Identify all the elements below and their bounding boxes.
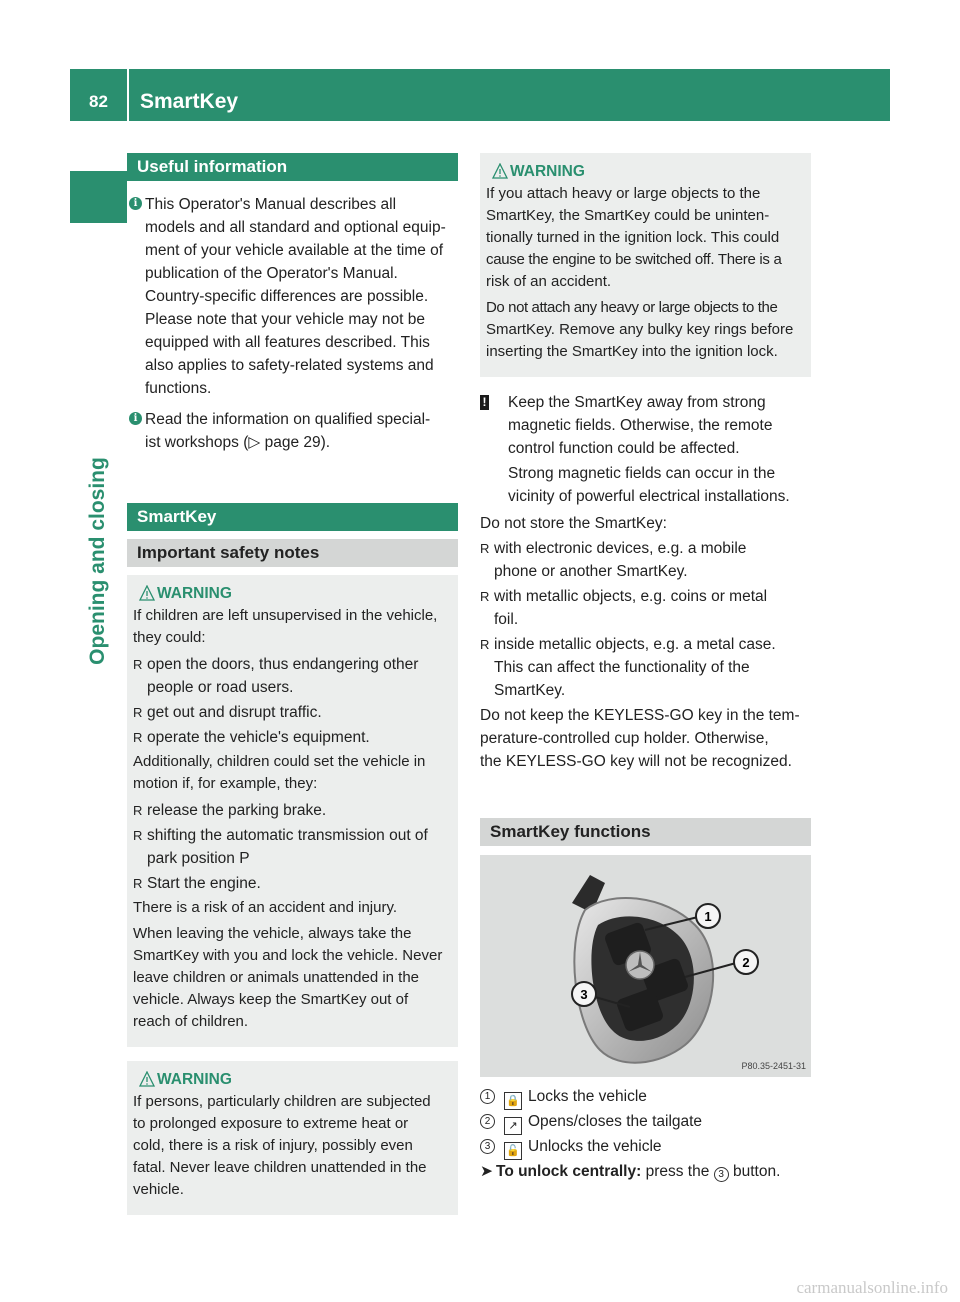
site-watermark: carmanualsonline.info — [796, 1278, 948, 1297]
info-icon: i — [129, 412, 142, 425]
smartkey-illustration — [480, 855, 811, 1077]
text-line: Please note that your vehicle may not be — [145, 311, 426, 328]
warning-text — [133, 605, 452, 649]
text-line: also applies to safety-related systems and — [145, 357, 434, 374]
bullet-icon: R — [133, 730, 143, 745]
photo-code: P80.35-2451-31 — [741, 1061, 806, 1071]
info-text — [145, 408, 458, 454]
bullet-icon: R — [133, 828, 143, 843]
text-line: This Operator's Manual describes all — [145, 196, 397, 213]
bullet-icon: R — [133, 876, 143, 891]
text-line: If children are left unsupervised in the vehicle, — [133, 607, 438, 624]
lock-icon: 🔒 — [504, 1092, 522, 1110]
step-arrow-icon: ➤ — [480, 1163, 493, 1180]
bullet-icon: R — [480, 589, 490, 604]
tailgate-icon: ↗ — [504, 1117, 522, 1135]
list-item: R shifting the automatic transmission out of park position P — [133, 824, 452, 870]
bullet-icon: R — [133, 705, 143, 720]
callout-1: 1 — [704, 909, 712, 924]
warning-text: If you attach heavy or large objects to the SmartKey, the SmartKey could be uninten- tionally turned in the ignition lock. This could cause the engine to be switched off. There is a risk of an accident. — [486, 185, 782, 290]
number-badge: 3 — [480, 1139, 495, 1154]
chapter-title: Opening and closing — [86, 457, 109, 665]
safety-notes-heading: Important safety notes — [127, 539, 458, 567]
warning-text: If persons, particularly children are subjected to prolonged exposure to extreme heat or cold, there is a risk of injury, possibly even fatal. Never leave children unattended in the vehicle. — [133, 1093, 431, 1198]
warning-box-key-objects — [480, 153, 811, 377]
list-item: R Start the engine. — [133, 872, 452, 895]
info-icon: i — [129, 197, 142, 210]
function-label: Unlocks the vehicle — [528, 1138, 662, 1155]
warning-text: There is a risk of an accident and injury. — [133, 899, 398, 916]
list-item: R open the doors, thus endangering other people or road users. — [133, 653, 452, 699]
function-item-unlock — [480, 1135, 811, 1160]
warning-text: Additionally, children could set the vehicle in motion if, for example, they: — [133, 753, 426, 792]
page-reference-link[interactable]: ist workshops (▷ page 29). — [145, 434, 331, 451]
bullet-icon: R — [133, 803, 143, 818]
list-item: R inside metallic objects, e.g. a metal case. This can affect the functionality of the SmartKey. — [480, 633, 811, 702]
step-text: press the — [645, 1163, 710, 1180]
number-badge: 1 — [480, 1089, 495, 1104]
warning-triangle-icon — [139, 1071, 155, 1087]
warning-title: WARNING — [157, 1071, 232, 1088]
smartkey-heading: SmartKey — [127, 503, 458, 531]
notice-magnetic — [480, 391, 811, 508]
bullet-icon: R — [480, 637, 490, 652]
warning-text: Do not attach any heavy or large objects to the SmartKey. Remove any bulky key rings before inserting the SmartKey into the ignition lock. — [486, 299, 794, 360]
text-line: Country-specific differences are possible. — [145, 288, 429, 305]
function-legend — [480, 1085, 811, 1183]
text-line: publication of the Operator's Manual. — [145, 265, 398, 282]
store-intro: Do not store the SmartKey: — [480, 515, 667, 532]
header-bar — [70, 69, 890, 121]
page-title: SmartKey — [140, 90, 239, 113]
info-note — [127, 193, 458, 400]
text-line: ment of your vehicle available at the time of — [145, 242, 444, 259]
step-label: To unlock centrally: — [496, 1163, 642, 1180]
warning-text: When leaving the vehicle, always take the SmartKey with you and lock the vehicle. Never leave children or animals unattended in the vehicle. Always keep the SmartKey out of reach of children. — [133, 925, 443, 1030]
unlock-icon: 🔓 — [504, 1142, 522, 1160]
notice-exclamation-icon: ! — [480, 395, 489, 410]
number-badge: 3 — [714, 1167, 729, 1182]
chapter-marker — [70, 171, 127, 223]
warning-triangle-icon — [492, 163, 508, 179]
warning-heading — [133, 1069, 452, 1091]
warning-heading — [133, 583, 452, 605]
number-badge: 2 — [480, 1114, 495, 1129]
keyless-note: Do not keep the KEYLESS-GO key in the tem- perature-controlled cup holder. Otherwise, the KEYLESS-GO key will not be recognized. — [480, 707, 800, 770]
info-note — [127, 408, 458, 454]
smartkey-photo — [480, 855, 811, 1077]
store-bullet-list — [480, 537, 811, 702]
smartkey-functions-heading: SmartKey functions — [480, 818, 811, 846]
warning-heading — [486, 161, 805, 183]
function-label: Opens/closes the tailgate — [528, 1113, 703, 1130]
text-line: models and all standard and optional equip- — [145, 219, 446, 236]
warning-title: WARNING — [157, 585, 232, 602]
text-line: Read the information on qualified special- — [145, 411, 431, 428]
header-divider — [127, 69, 129, 121]
function-item-lock — [480, 1085, 811, 1110]
text-line: they could: — [133, 629, 206, 646]
list-item: R with electronic devices, e.g. a mobile phone or another SmartKey. — [480, 537, 811, 583]
warning-box-children — [127, 575, 458, 1047]
useful-info-heading: Useful information — [127, 153, 458, 181]
instruction-step — [480, 1160, 811, 1183]
text-line: functions. — [145, 380, 212, 397]
info-text — [145, 193, 458, 400]
left-column — [127, 153, 458, 1215]
bullet-icon: R — [133, 657, 143, 672]
step-text: button. — [732, 1163, 781, 1180]
callout-2: 2 — [742, 955, 750, 970]
callout-3: 3 — [580, 987, 588, 1002]
text-line: equipped with all features described. This — [145, 334, 430, 351]
list-item: R get out and disrupt traffic. — [133, 701, 452, 724]
bullet-list — [133, 653, 452, 749]
page-number: 82 — [89, 92, 108, 111]
notice-text: Keep the SmartKey away from strong magnetic fields. Otherwise, the remote control function could be affected. Strong magnetic fields can occur in the vicinity of powerful electrical installations. — [508, 394, 790, 505]
warning-triangle-icon — [139, 585, 155, 601]
chapter-sidebar — [70, 121, 127, 1271]
function-label: Locks the vehicle — [528, 1088, 647, 1105]
list-item: R release the parking brake. — [133, 799, 452, 822]
warning-title: WARNING — [510, 163, 585, 180]
bullet-list — [133, 799, 452, 895]
bullet-icon: R — [480, 541, 490, 556]
list-item: R operate the vehicle's equipment. — [133, 726, 452, 749]
warning-box-heat — [127, 1061, 458, 1215]
list-item: R with metallic objects, e.g. coins or metal foil. — [480, 585, 811, 631]
function-item-tailgate — [480, 1110, 811, 1135]
right-column — [480, 153, 811, 1183]
